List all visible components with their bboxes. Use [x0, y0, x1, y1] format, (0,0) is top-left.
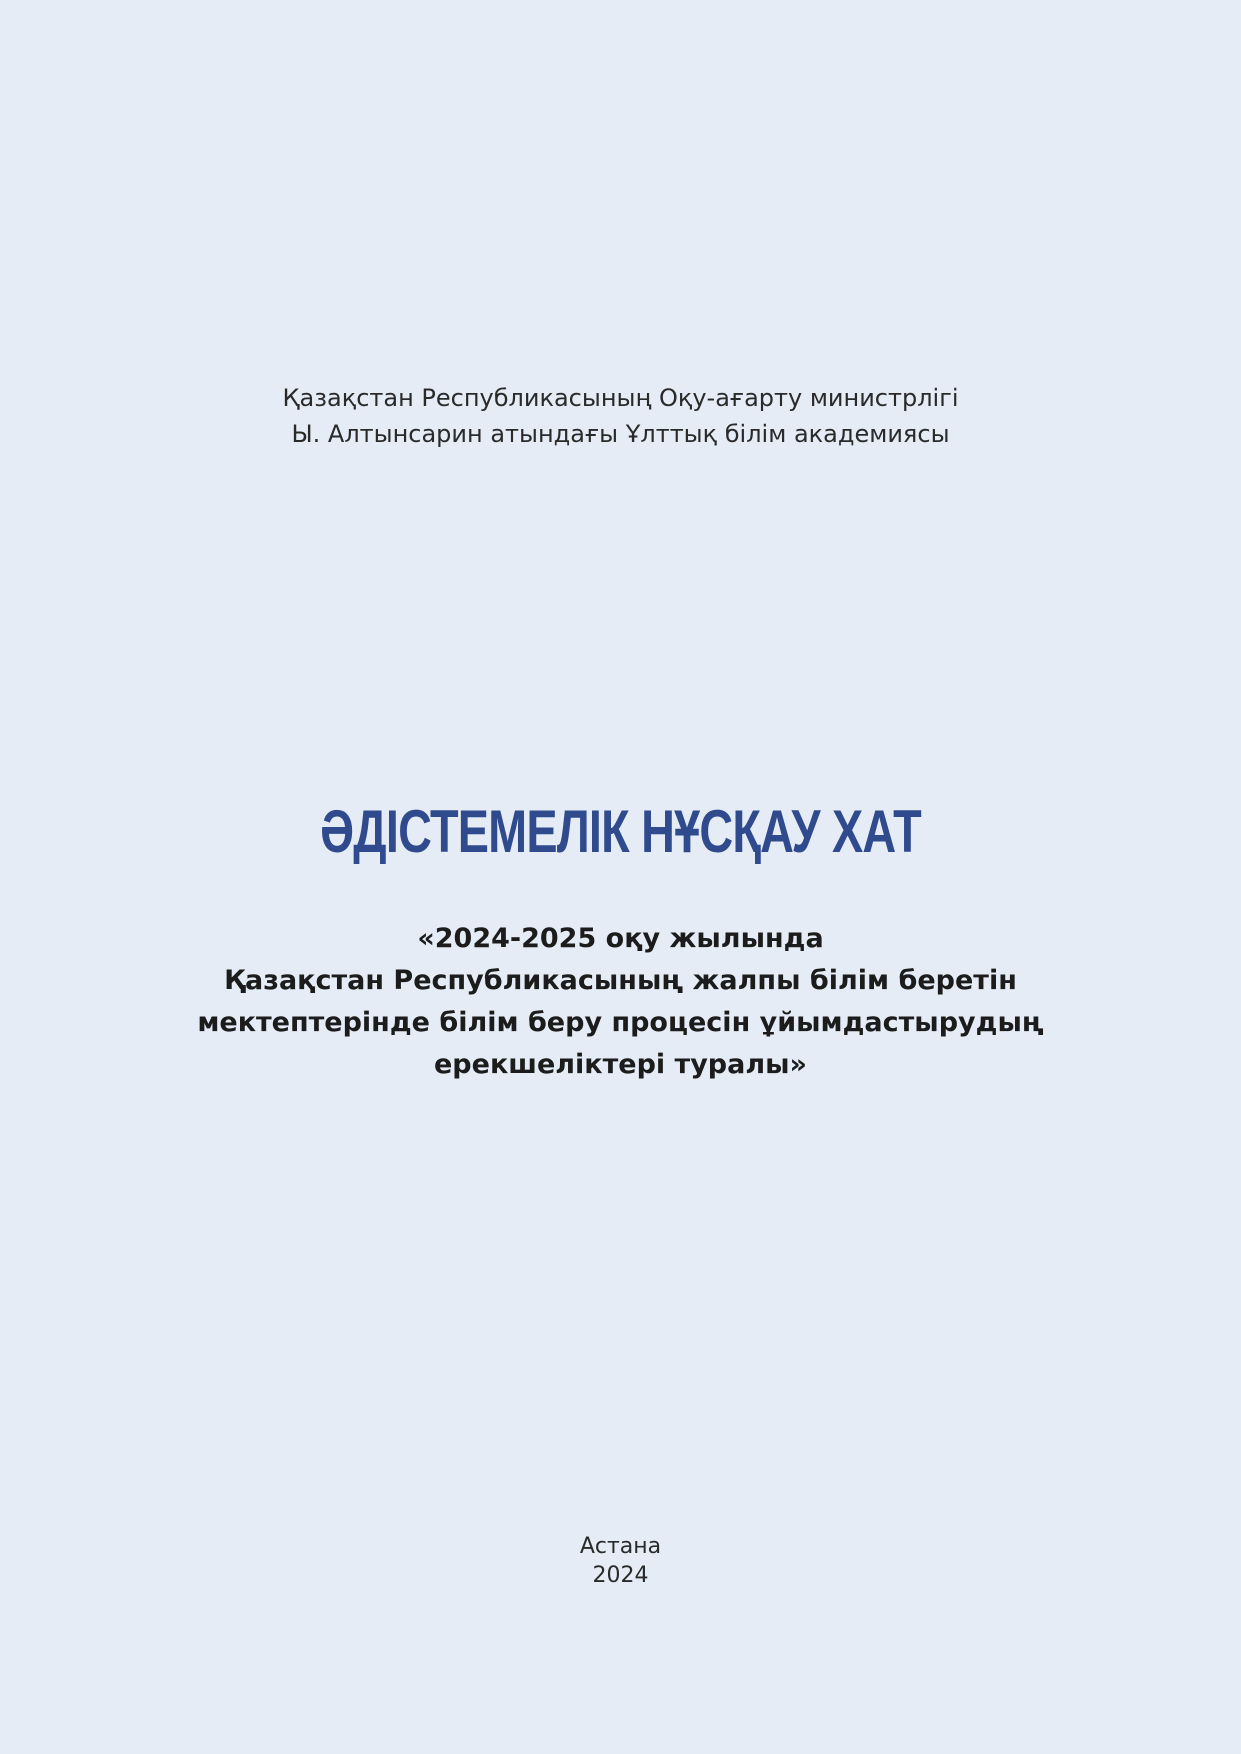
document-subtitle — [0, 918, 1241, 1086]
academy-name: Ы. Алтынсарин атындағы Ұлттық білім академиясы — [291, 420, 950, 448]
subtitle-line-2: Қазақстан Республикасының жалпы білім беретін — [224, 965, 1017, 996]
subtitle-line-1: «2024-2025 оқу жылында — [417, 923, 824, 954]
imprint — [0, 1532, 1241, 1590]
subtitle-line-3: мектептерінде білім беру процесін ұйымдастырудың — [197, 1007, 1044, 1038]
subtitle-line-4: ерекшеліктері туралы» — [434, 1049, 807, 1080]
document-type-title: ӘДІСТЕМЕЛІК НҰСҚАУ ХАТ — [320, 798, 921, 865]
imprint-city: Астана — [579, 1534, 662, 1559]
ministry-name: Қазақстан Республикасының Оқу-ағарту министрлігі — [282, 384, 959, 412]
imprint-year: 2024 — [592, 1563, 649, 1588]
issuing-organization — [0, 380, 1241, 452]
